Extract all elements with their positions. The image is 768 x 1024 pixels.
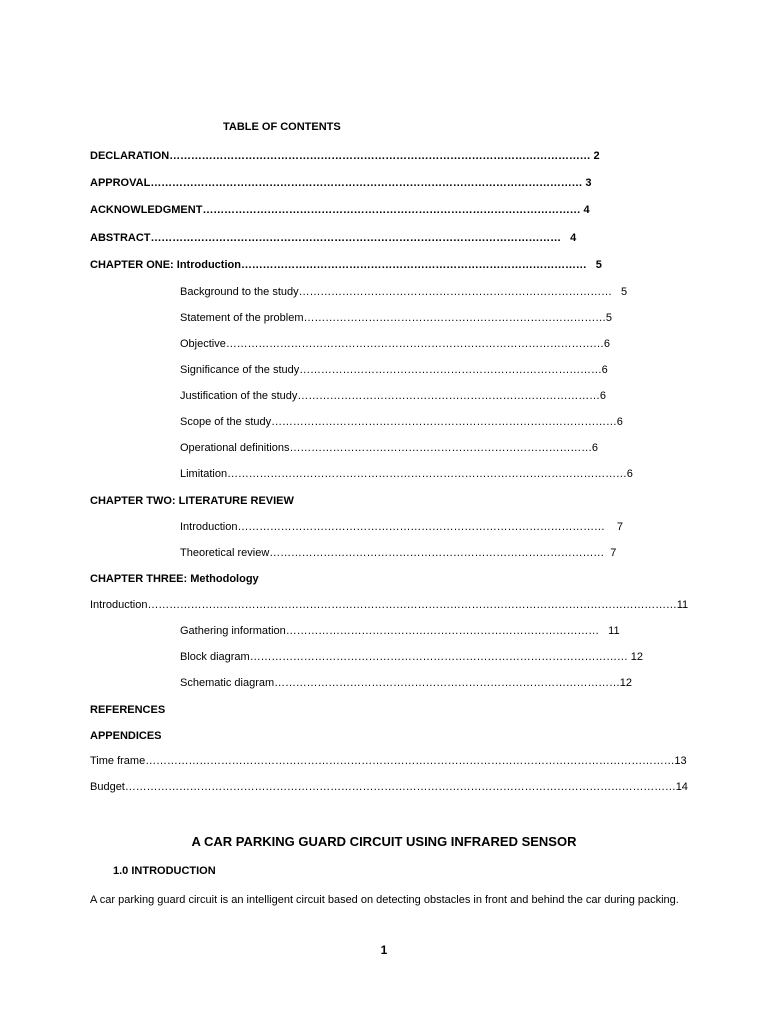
toc-entry [90, 231, 577, 245]
toc-entry-leader: ………………………………………………………………………………………………………………………………… [145, 755, 675, 767]
toc-entry-label: Introduction [90, 599, 148, 611]
toc-entry [90, 780, 688, 794]
toc-entry-leader: …………………………………………………………………………………… [271, 416, 617, 428]
toc-entry [180, 285, 628, 299]
toc-entry-label: Background to the study [180, 286, 299, 298]
toc-entry-label: CHAPTER TWO: LITERATURE REVIEW [90, 495, 294, 507]
toc-entry-page-number: 11 [676, 599, 689, 611]
toc-entry-page-number: 4 [580, 204, 590, 216]
toc-entry-leader: …………………………………………………………………………………………… [202, 204, 581, 216]
toc-entry [90, 149, 600, 163]
toc-entry [90, 572, 259, 586]
toc-entry-page-number: 7 [604, 521, 624, 533]
toc-entry [90, 494, 294, 508]
toc-entry [180, 415, 623, 429]
toc-entry-label: Time frame [90, 755, 146, 767]
toc-entry-label: DECLARATION [90, 150, 170, 162]
toc-entry-page-number: 2 [590, 150, 600, 162]
toc-entry-label: Operational definitions [180, 442, 290, 454]
toc-entry-label: APPENDICES [90, 730, 162, 742]
toc-entry-leader: ………………………………………………………………………… [299, 364, 602, 376]
toc-entry [90, 729, 162, 743]
toc-entry [180, 441, 598, 455]
toc-entry [90, 703, 165, 717]
toc-entry-leader: ……………………………………………………………………………………………………… [169, 150, 591, 162]
toc-entry-page-number: 11 [598, 625, 620, 637]
toc-entry-label: Schematic diagram [180, 677, 275, 689]
toc-entry-leader: ………………………………………………………………………… [297, 390, 600, 402]
toc-entry-leader: …………………………………………………………………………………………… [249, 651, 628, 663]
toc-entry [90, 754, 687, 768]
toc-entry-page-number: 13 [674, 755, 687, 767]
toc-entry-page-number: 3 [582, 177, 592, 189]
toc-entry-label: Limitation [180, 468, 228, 480]
toc-entry [180, 467, 633, 481]
toc-entry-page-number: 4 [560, 232, 577, 244]
toc-entry-leader: ………………………………………………………………………… [289, 442, 592, 454]
toc-entry [180, 311, 613, 325]
toc-entry-label: ACKNOWLEDGMENT [90, 204, 203, 216]
toc-entry-leader: …………………………………………………………………………………………… [225, 338, 604, 350]
toc-entry-label: Scope of the study [180, 416, 272, 428]
toc-entry-label: Block diagram [180, 651, 250, 663]
toc-entry-leader: ………………………………………………………………………………………… [237, 521, 605, 533]
toc-entry-label: Justification of the study [180, 390, 298, 402]
body-paragraph: A car parking guard circuit is an intelligent circuit based on detecting obstacles in front and behind the car during packing. [90, 894, 679, 906]
toc-entry-leader: ………………………………………………………………………………………………………… [150, 177, 583, 189]
toc-entry-label: CHAPTER THREE: Methodology [90, 573, 259, 585]
toc-entry-page-number: 7 [604, 547, 617, 559]
toc-entry-page-number: 5 [586, 259, 602, 271]
toc-entry [180, 363, 608, 377]
toc-entry [180, 337, 610, 351]
toc-entry-page-number: 14 [675, 781, 688, 793]
toc-entry-label: Significance of the study [180, 364, 300, 376]
toc-entry [90, 258, 602, 272]
toc-entry-leader: ………………………………………………………………………………… [269, 547, 605, 559]
page-number: 1 [380, 943, 388, 957]
toc-entry-label: ABSTRACT [90, 232, 151, 244]
toc-entry [90, 598, 689, 612]
toc-entry-page-number: 12 [619, 677, 633, 689]
toc-entry-label: REFERENCES [90, 704, 166, 716]
toc-entry-page-number: 6 [616, 416, 623, 428]
toc-entry-page-number: 12 [627, 651, 644, 663]
toc-entry [90, 176, 592, 190]
toc-entry-leader: …………………………………………………………………………… [298, 286, 612, 298]
toc-entry-leader: …………………………………………………………………………………… [274, 677, 620, 689]
toc-entry [180, 676, 633, 690]
toc-entry-leader: …………………………………………………………………………… [285, 625, 599, 637]
toc-entry-leader: ………………………………………………………………………………………………… [227, 468, 627, 480]
toc-entry-page-number: 5 [605, 312, 613, 324]
toc-entry-label: Statement of the problem [180, 312, 304, 324]
toc-entry-leader: ……………………………………………………………………………………………………………………………………… [124, 781, 676, 793]
toc-entry-label: Theoretical review [180, 547, 270, 559]
toc-entry-label: Introduction [180, 521, 238, 533]
toc-entry-label: Gathering information [180, 625, 286, 637]
toc-entry [180, 650, 644, 664]
toc-entry-page-number: 6 [601, 364, 608, 376]
toc-entry-leader: …………………………………………………………………………………………………… [150, 232, 561, 244]
toc-entry [180, 624, 620, 638]
document-title: A CAR PARKING GUARD CIRCUIT USING INFRARED SENSOR [191, 834, 577, 849]
toc-entry-label: Budget [90, 781, 125, 793]
toc-title: TABLE OF CONTENTS [223, 121, 341, 133]
section-heading: 1.0 INTRODUCTION [113, 865, 216, 877]
toc-entry-leader: ………………………………………………………………………… [303, 312, 606, 324]
toc-entry-page-number: 6 [626, 468, 633, 480]
toc-entry-label: APPROVAL [90, 177, 151, 189]
toc-entry [180, 520, 624, 534]
toc-entry-page-number: 5 [611, 286, 628, 298]
toc-entry [90, 203, 590, 217]
toc-entry-leader: …………………………………………………………………………………… [240, 259, 587, 271]
toc-entry [180, 389, 606, 403]
toc-entry-label: Objective [180, 338, 226, 350]
toc-entry-leader: ………………………………………………………………………………………………………………………………… [147, 599, 677, 611]
toc-entry-page-number: 6 [591, 442, 598, 454]
toc-entry-page-number: 6 [599, 390, 606, 402]
toc-entry-label: CHAPTER ONE: Introduction [90, 259, 241, 271]
toc-entry-page-number: 6 [603, 338, 610, 350]
toc-entry [180, 546, 617, 560]
